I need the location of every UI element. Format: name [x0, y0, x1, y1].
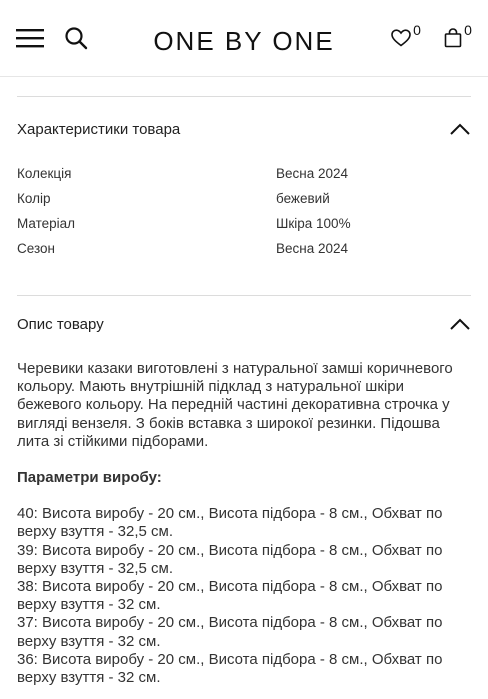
params-title: Параметри виробу:	[17, 469, 162, 487]
menu-button[interactable]	[12, 0, 48, 76]
spec-label: Колекція	[17, 166, 72, 181]
cart-count: 0	[464, 22, 472, 38]
product-description	[17, 360, 471, 687]
spec-value: Весна 2024	[276, 166, 349, 181]
description-title: Опис товару	[17, 315, 104, 333]
description-toggle[interactable]	[17, 308, 471, 340]
search-button[interactable]	[60, 0, 92, 76]
size-params-line: 36: Висота виробу - 20 см., Висота підбора - 8 см., Обхват по верху взуття - 32 см.	[17, 650, 443, 687]
characteristics-toggle[interactable]	[17, 113, 471, 145]
characteristics-title: Характеристики товара	[17, 120, 181, 138]
site-header	[0, 0, 488, 77]
wishlist-count: 0	[413, 22, 421, 38]
wishlist-button[interactable]	[384, 0, 428, 76]
spec-label: Колір	[17, 191, 51, 206]
divider	[17, 96, 471, 97]
size-params-line: 40: Висота виробу - 20 см., Висота підбора - 8 см., Обхват по верху взуття - 32,5 см.	[17, 505, 443, 541]
spec-row	[17, 241, 471, 261]
spec-value: Шкіра 100%	[276, 216, 351, 231]
search-icon	[64, 26, 88, 50]
size-params-line: 38: Висота виробу - 20 см., Висота підбора - 8 см., Обхват по верху взуття - 32 см.	[17, 578, 443, 614]
divider	[17, 295, 471, 296]
cart-button[interactable]	[436, 0, 480, 76]
spec-row	[17, 166, 471, 186]
spec-row	[17, 216, 471, 236]
spec-row	[17, 191, 471, 211]
hamburger-icon	[16, 28, 44, 48]
spec-label: Сезон	[17, 241, 55, 256]
logo[interactable]: ONE BY ONE	[153, 26, 335, 56]
chevron-up-icon	[449, 122, 471, 136]
description-text: Черевики казаки виготовлені з натуральної замші коричневого кольору. Мають внутрішній підклад з натуральної шкіри бежевого кольору. На передній частині декоративна строчка у вигляді вензеля. З боків вставка з широкої резинки. Підошва лита зі стійкими підборами.	[17, 360, 453, 450]
shopping-bag-icon	[444, 28, 462, 48]
spec-label: Матеріал	[17, 216, 76, 231]
size-params-line: 37: Висота виробу - 20 см., Висота підбора - 8 см., Обхват по верху взуття - 32 см.	[17, 614, 443, 650]
size-params-line: 39: Висота виробу - 20 см., Висота підбора - 8 см., Обхват по верху взуття - 32,5 см.	[17, 541, 443, 577]
spec-value: Весна 2024	[276, 241, 349, 256]
heart-icon	[391, 29, 411, 47]
spec-value: бежевий	[276, 191, 330, 206]
chevron-up-icon	[449, 317, 471, 331]
